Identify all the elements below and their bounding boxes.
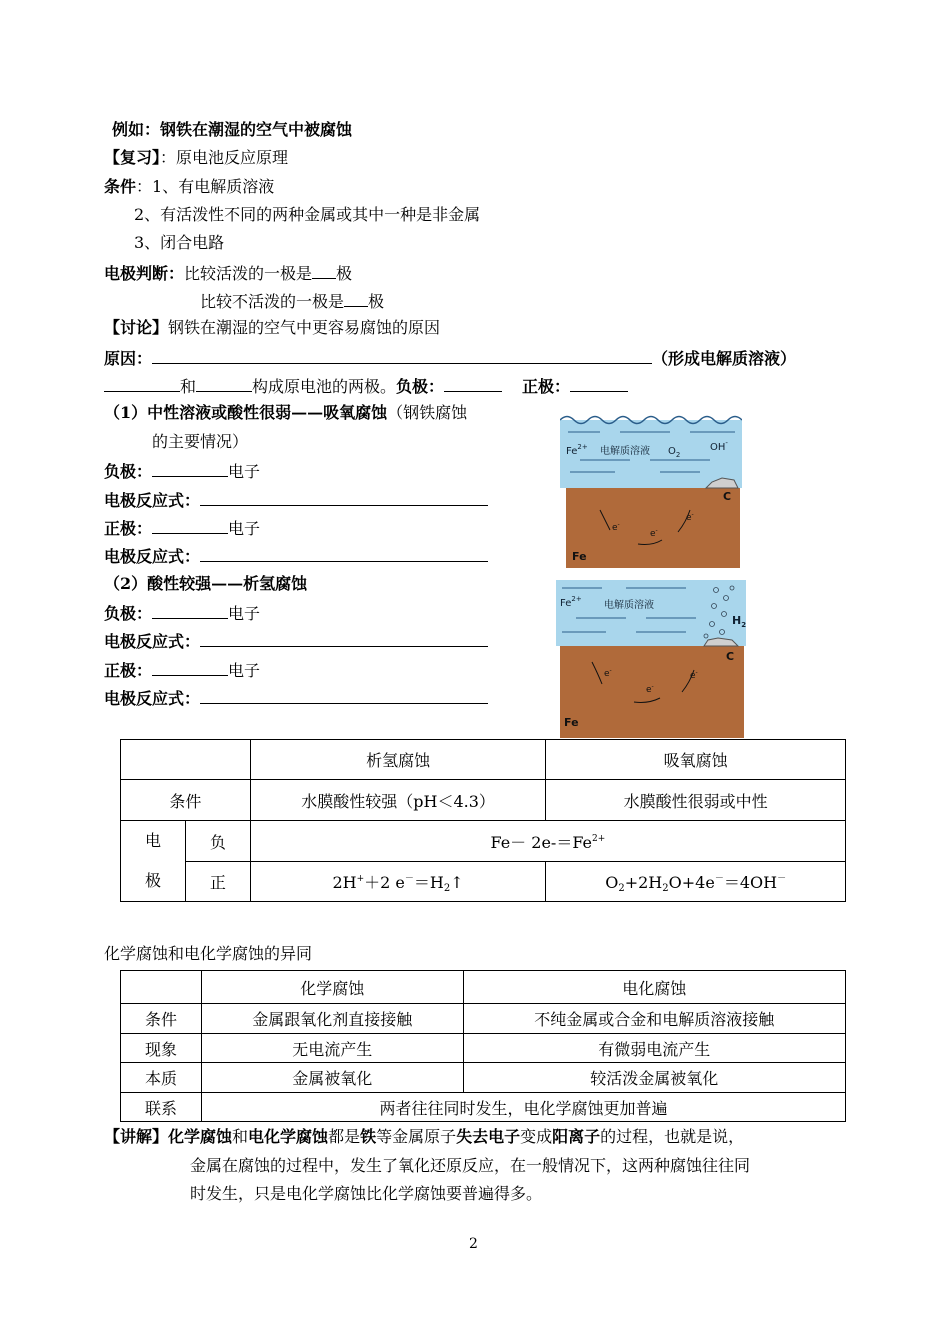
fe-ion-label: $Fe^{2+}$ [566, 443, 588, 457]
cell-chemical: 金属被氧化 [201, 1063, 463, 1093]
row-label: 联系 [121, 1093, 202, 1122]
fe-ion-label: $Fe^{2+}$ [560, 595, 582, 609]
condition-line-3: 3、闭合电路 [134, 233, 225, 252]
hydrogen-pos-equation: 电极反应式： [104, 687, 488, 709]
explain-line-1: 【讲解】化学腐蚀和电化学腐蚀都是铁等金属原子失去电子变成阳离子的过程，也就是说， [104, 1127, 745, 1146]
table-cell-empty [121, 740, 251, 780]
row-label: 本质 [121, 1063, 202, 1093]
electrolyte-layer [560, 420, 742, 488]
row-label-condition: 条件 [121, 780, 251, 821]
table-cell-empty [121, 971, 202, 1004]
cell-electrochemical: 不纯金属或合金和电解质溶液接触 [463, 1004, 845, 1034]
carbon-label: C [726, 650, 735, 663]
cell-negative-equation: $Fe- 2e-=Fe^{2+}$ [250, 821, 845, 862]
row-label-positive: 正 [185, 862, 250, 902]
svg-text:e-: e- [612, 521, 620, 533]
cell-chemical: 无电流产生 [201, 1034, 463, 1063]
hydrogen-corrosion-figure [556, 580, 746, 738]
iron-label: Fe [564, 716, 579, 729]
table-row [121, 1063, 846, 1093]
electrode-judge-1: 电极判断：比较活泼的一极是 极 [104, 264, 353, 283]
reason-line: 原因： （形成电解质溶液） [104, 349, 797, 368]
hydrogen-neg-equation: 电极反应式： [104, 630, 488, 652]
electrolyte-label: 电解质溶液 [604, 600, 654, 611]
corrosion-comparison-table [120, 739, 846, 902]
poles-line: 和 构成原电池的两极。负极： 正极： [104, 375, 628, 397]
iron-block [566, 488, 740, 568]
oh-label: OH- [710, 439, 728, 453]
h2-label: $H_2$ [732, 614, 746, 629]
table-row [121, 780, 846, 821]
review-line: 【复习】：原电池反应原理 [104, 148, 289, 167]
svg-text:e-: e- [686, 511, 694, 523]
electrode-judge-2: 比较不活泼的一极是 极 [200, 292, 385, 311]
o2-label: $O_2$ [668, 446, 681, 459]
svg-text:e-: e- [690, 669, 698, 681]
table-row [121, 1034, 846, 1063]
oxygen-corrosion-figure [560, 410, 742, 568]
svg-text:e-: e- [650, 527, 658, 539]
row-label: 现象 [121, 1034, 202, 1063]
table-row [121, 1004, 846, 1034]
condition-line-2: 2、有活泼性不同的两种金属或其中一种是非金属 [134, 205, 481, 224]
cell-electrochemical: 有微弱电流产生 [463, 1034, 845, 1063]
header-chemical: 化学腐蚀 [201, 971, 463, 1004]
hydrogen-positive: 正极： 电子 [104, 661, 261, 680]
discuss-line: 【讨论】钢铁在潮湿的空气中更容易腐蚀的原因 [104, 318, 441, 337]
electrolyte-layer [556, 580, 746, 646]
cell-chemical: 金属跟氧化剂直接接触 [201, 1004, 463, 1034]
table-row [121, 862, 846, 902]
oxygen-pos-equation: 电极反应式： [104, 545, 488, 567]
cell-relation: 两者往往同时发生，电化学腐蚀更加普遍 [201, 1093, 845, 1122]
oxygen-title-cont: 的主要情况） [152, 432, 249, 451]
table-row [121, 1093, 846, 1122]
iron-block [560, 646, 744, 738]
hydrogen-title: （2）酸性较强——析氢腐蚀 [104, 574, 308, 593]
chemical-electrochemical-table [120, 970, 846, 1122]
cell-condition-hydrogen: 水膜酸性较强（pH＜4.3） [250, 780, 546, 821]
cell-positive-oxygen: $O_2+2H_2O+4e^-=4OH^-$ [546, 862, 846, 902]
explain-line-2: 金属在腐蚀的过程中，发生了氧化还原反应，在一般情况下，这两种腐蚀往往同 [190, 1156, 751, 1175]
cell-electrochemical: 较活泼金属被氧化 [463, 1063, 845, 1093]
example-line: 例如：钢铁在潮湿的空气中被腐蚀 [112, 120, 353, 139]
svg-text:e-: e- [604, 667, 612, 679]
table-row [121, 740, 846, 780]
header-hydrogen: 析氢腐蚀 [250, 740, 546, 780]
table2-caption: 化学腐蚀和电化学腐蚀的异同 [104, 944, 313, 963]
electrolyte-label: 电解质溶液 [600, 446, 650, 457]
iron-label: Fe [572, 550, 587, 563]
oxygen-negative: 负极： 电子 [104, 462, 261, 481]
table-row [121, 971, 846, 1004]
cell-positive-hydrogen: 2H+＋2 $e^-=H_2↑$ [250, 862, 546, 902]
row-label: 条件 [121, 1004, 202, 1034]
table-row [121, 821, 846, 862]
oxygen-title: （1）中性溶液或酸性很弱——吸氧腐蚀（钢铁腐蚀 [104, 403, 468, 422]
row-label-electrode: 电 极 [121, 821, 186, 902]
carbon-label: C [723, 490, 732, 503]
header-oxygen: 吸氧腐蚀 [546, 740, 846, 780]
oxygen-positive: 正极： 电子 [104, 519, 261, 538]
row-label-negative: 负 [185, 821, 250, 862]
page-number: 2 [469, 1236, 478, 1252]
header-electrochemical: 电化腐蚀 [463, 971, 845, 1004]
explain-line-3: 时发生，只是电化学腐蚀比化学腐蚀要普遍得多。 [190, 1184, 543, 1203]
hydrogen-negative: 负极： 电子 [104, 604, 261, 623]
cell-condition-oxygen: 水膜酸性很弱或中性 [546, 780, 846, 821]
condition-line-1: 条件：1、有电解质溶液 [104, 177, 275, 196]
oxygen-neg-equation: 电极反应式： [104, 489, 488, 511]
svg-text:e-: e- [646, 683, 654, 695]
